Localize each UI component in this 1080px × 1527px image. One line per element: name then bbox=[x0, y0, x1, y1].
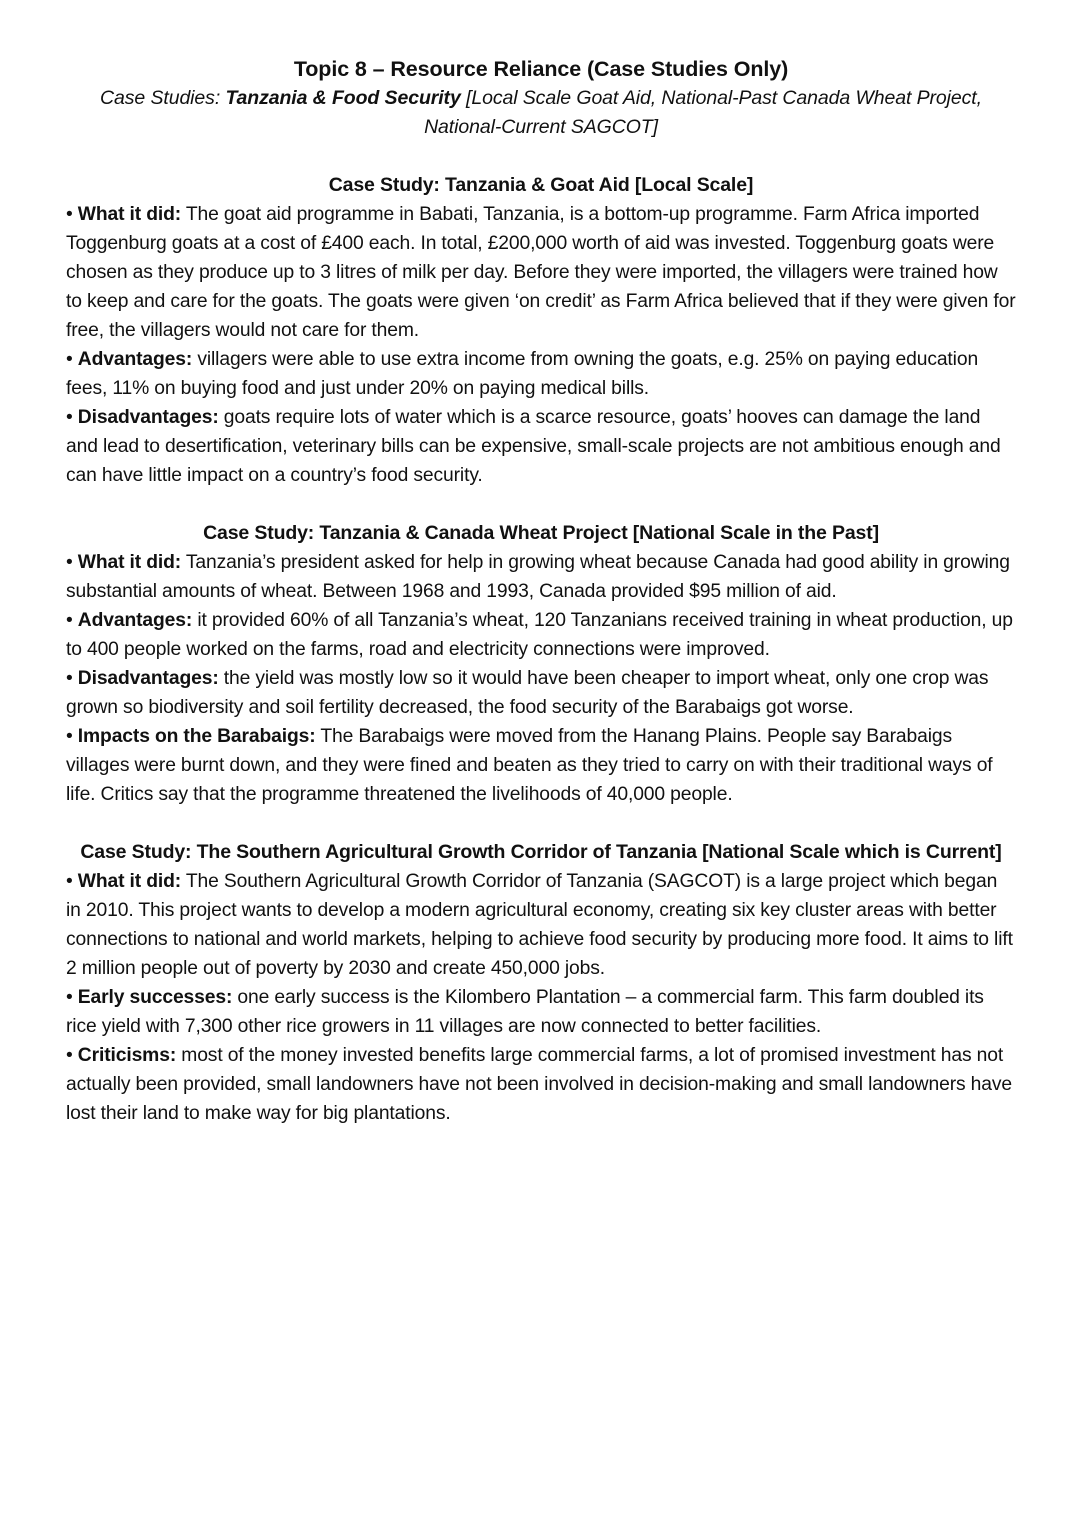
bullet-body: villagers were able to use extra income from owning the goats, e.g. 25% on paying education fees, 11% on buying food and just under 20% on paying medical bills. bbox=[66, 349, 979, 399]
bullet-body: the yield was mostly low so it would have been cheaper to import wheat, only one crop was grown so biodiversity and soil fertility decreased, the food security of the Barabaigs got worse. bbox=[66, 668, 989, 718]
bullet-point bbox=[66, 722, 1016, 809]
bullet-point bbox=[66, 867, 1016, 983]
section-heading: Case Study: Tanzania & Goat Aid [Local Scale] bbox=[328, 174, 754, 196]
page-title: Topic 8 – Resource Reliance (Case Studies Only) bbox=[293, 57, 789, 81]
subtitle-tail: [Local Scale Goat Aid, National-Past Canada Wheat Project, National-Current SAGCOT] bbox=[424, 87, 982, 138]
bullet-icon: • bbox=[66, 1045, 73, 1066]
bullet-label: Criticisms: bbox=[77, 1045, 177, 1066]
bullet-body: one early success is the Kilombero Plantation – a commercial farm. This farm doubled its rice yield with 7,300 other rice growers in 11 villages are now connected to better facilities. bbox=[66, 987, 984, 1037]
case-study-section-canada-wheat bbox=[66, 519, 1016, 809]
bullet-point bbox=[66, 548, 1016, 606]
bullet-point bbox=[66, 606, 1016, 664]
bullet-body: The Southern Agricultural Growth Corridor of Tanzania (SAGCOT) is a large project which began in 2010. This project wants to develop a modern agricultural economy, creating six key cluster areas with better connections to national and world markets, helping to achieve food security by producing more food. It aims to lift 2 million people out of poverty by 2030 and create 450,000 jobs. bbox=[66, 871, 1013, 979]
bullet-body: The goat aid programme in Babati, Tanzania, is a bottom-up programme. Farm Africa imported Toggenburg goats at a cost of £400 each. In total, £200,000 worth of aid was invested. Toggenburg goats were chosen as they produce up to 3 litres of milk per day. Before they were imported, the villagers were trained how to keep and care for the goats. The goats were given ‘on credit’ as Farm Africa believed that if they were given for free, the villagers would not care for them. bbox=[66, 204, 1016, 341]
bullet-label: Advantages: bbox=[77, 349, 193, 370]
bullet-icon: • bbox=[66, 871, 73, 892]
bullet-icon: • bbox=[66, 726, 73, 747]
bullet-body: most of the money invested benefits large commercial farms, a lot of promised investment has not actually been provided, small landowners have not been involved in decision-making and small landowners have lost their land to make way for big plantations. bbox=[66, 1045, 1012, 1124]
bullet-point bbox=[66, 983, 1016, 1041]
bullet-body: it provided 60% of all Tanzania’s wheat, 120 Tanzanians received training in wheat production, up to 400 people worked on the farms, road and electricity connections were improved. bbox=[66, 610, 1013, 660]
case-study-section-goat-aid bbox=[66, 171, 1016, 490]
bullet-icon: • bbox=[66, 610, 73, 631]
bullet-point bbox=[66, 345, 1016, 403]
bullet-body: Tanzania’s president asked for help in growing wheat because Canada had good ability in growing substantial amounts of wheat. Between 1968 and 1993, Canada provided $95 million of aid. bbox=[66, 552, 1010, 602]
bullet-point bbox=[66, 403, 1016, 490]
bullet-label: What it did: bbox=[77, 871, 182, 892]
section-spacer bbox=[66, 809, 1016, 838]
section-spacer bbox=[66, 142, 1016, 171]
bullet-point bbox=[66, 200, 1016, 345]
bullet-icon: • bbox=[66, 204, 73, 225]
bullet-label: What it did: bbox=[77, 204, 182, 225]
bullet-label: Impacts on the Barabaigs: bbox=[77, 726, 316, 747]
bullet-icon: • bbox=[66, 668, 73, 689]
bullet-body: The Barabaigs were moved from the Hanang Plains. People say Barabaigs villages were burnt down, and they were fined and beaten as they tried to carry on with their traditional ways of life. Critics say that the programme threatened the livelihoods of 40,000 people. bbox=[66, 726, 993, 805]
bullet-label: Disadvantages: bbox=[77, 407, 219, 428]
section-heading: Case Study: The Southern Agricultural Growth Corridor of Tanzania [National Scale which is Current] bbox=[80, 841, 1002, 863]
bullet-icon: • bbox=[66, 987, 73, 1008]
bullet-label: Advantages: bbox=[77, 610, 193, 631]
subtitle-emphasis: Tanzania & Food Security bbox=[225, 87, 461, 109]
case-study-section-sagcot bbox=[66, 838, 1016, 1128]
section-spacer bbox=[66, 490, 1016, 519]
bullet-icon: • bbox=[66, 349, 73, 370]
bullet-label: Disadvantages: bbox=[77, 668, 219, 689]
section-heading: Case Study: Tanzania & Canada Wheat Project [National Scale in the Past] bbox=[203, 522, 879, 544]
bullet-icon: • bbox=[66, 407, 73, 428]
bullet-point bbox=[66, 664, 1016, 722]
bullet-point bbox=[66, 1041, 1016, 1128]
bullet-body: goats require lots of water which is a scarce resource, goats’ hooves can damage the land and lead to desertification, veterinary bills can be expensive, small-scale projects are not ambitious enough and can have little impact on a country’s food security. bbox=[66, 407, 1001, 486]
page-subtitle bbox=[66, 84, 1016, 142]
subtitle-lead: Case Studies: bbox=[100, 87, 226, 109]
bullet-icon: • bbox=[66, 552, 73, 573]
bullet-label: Early successes: bbox=[77, 987, 233, 1008]
bullet-label: What it did: bbox=[77, 552, 182, 573]
